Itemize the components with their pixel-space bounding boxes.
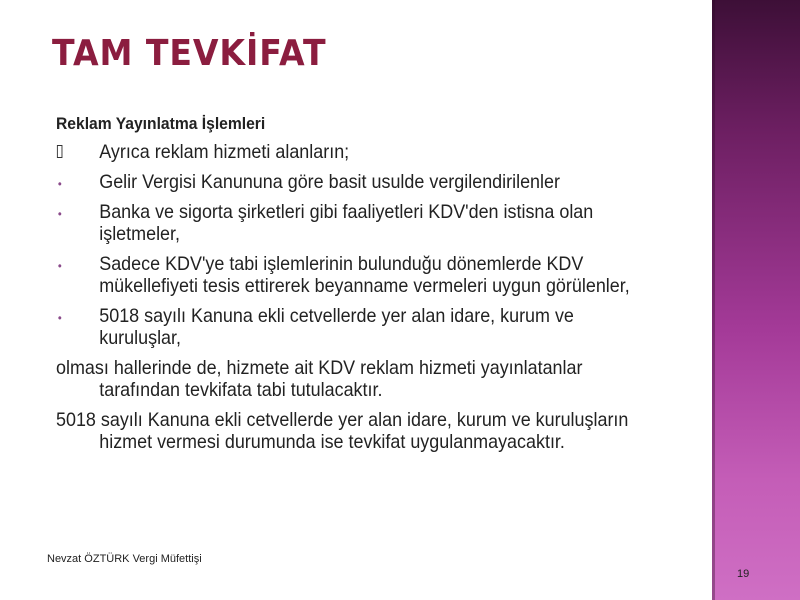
list-item-text: 5018 sayılı Kanuna ekli cetvellerde yer alan idare, kurum ve kuruluşlar,: [99, 305, 574, 349]
list-item-text: Sadece KDV'ye tabi işlemlerinin bulunduğu dönemlerde KDV mükellefiyeti tesis ettirerek beyanname vermeleri uygun görülenler,: [99, 253, 630, 297]
list-item: [56, 171, 649, 193]
dot-bullet-icon: •: [57, 177, 62, 191]
dot-bullet-icon: •: [57, 207, 62, 221]
list-item: [56, 253, 649, 297]
dot-bullet-icon: •: [57, 311, 62, 325]
list-item-text: Ayrıca reklam hizmeti alanların;: [99, 141, 350, 163]
section-subtitle: Reklam Yayınlatma İşlemleri: [56, 114, 266, 133]
dot-bullet-icon: •: [57, 259, 62, 273]
slide-body: [56, 113, 649, 461]
side-decoration-band: [712, 0, 800, 600]
list-item-text: Gelir Vergisi Kanununa göre basit usulde vergilendirilenler: [99, 171, 560, 193]
box-bullet-icon: [57, 145, 63, 158]
body-paragraph: olması hallerinde de, hizmete ait KDV reklam hizmeti yayınlatanlar tarafından tevkifata tabi tutulacaktır.: [56, 357, 583, 401]
body-paragraph: 5018 sayılı Kanuna ekli cetvellerde yer alan idare, kurum ve kuruluşların hizmet vermesi durumunda ise tevkifat uygulanmayacaktır.: [56, 409, 629, 453]
bullet-list: [56, 141, 649, 349]
footer-author: Nevzat ÖZTÜRK Vergi Müfettişi: [47, 553, 202, 565]
slide-title: TAM TEVKİFAT: [52, 33, 327, 74]
list-item: [56, 305, 649, 349]
list-item-text: Banka ve sigorta şirketleri gibi faaliyetleri KDV'den istisna olan işletmeler,: [99, 201, 594, 245]
page-number: 19: [737, 568, 750, 580]
list-item: [56, 141, 649, 163]
list-item: [56, 201, 649, 245]
